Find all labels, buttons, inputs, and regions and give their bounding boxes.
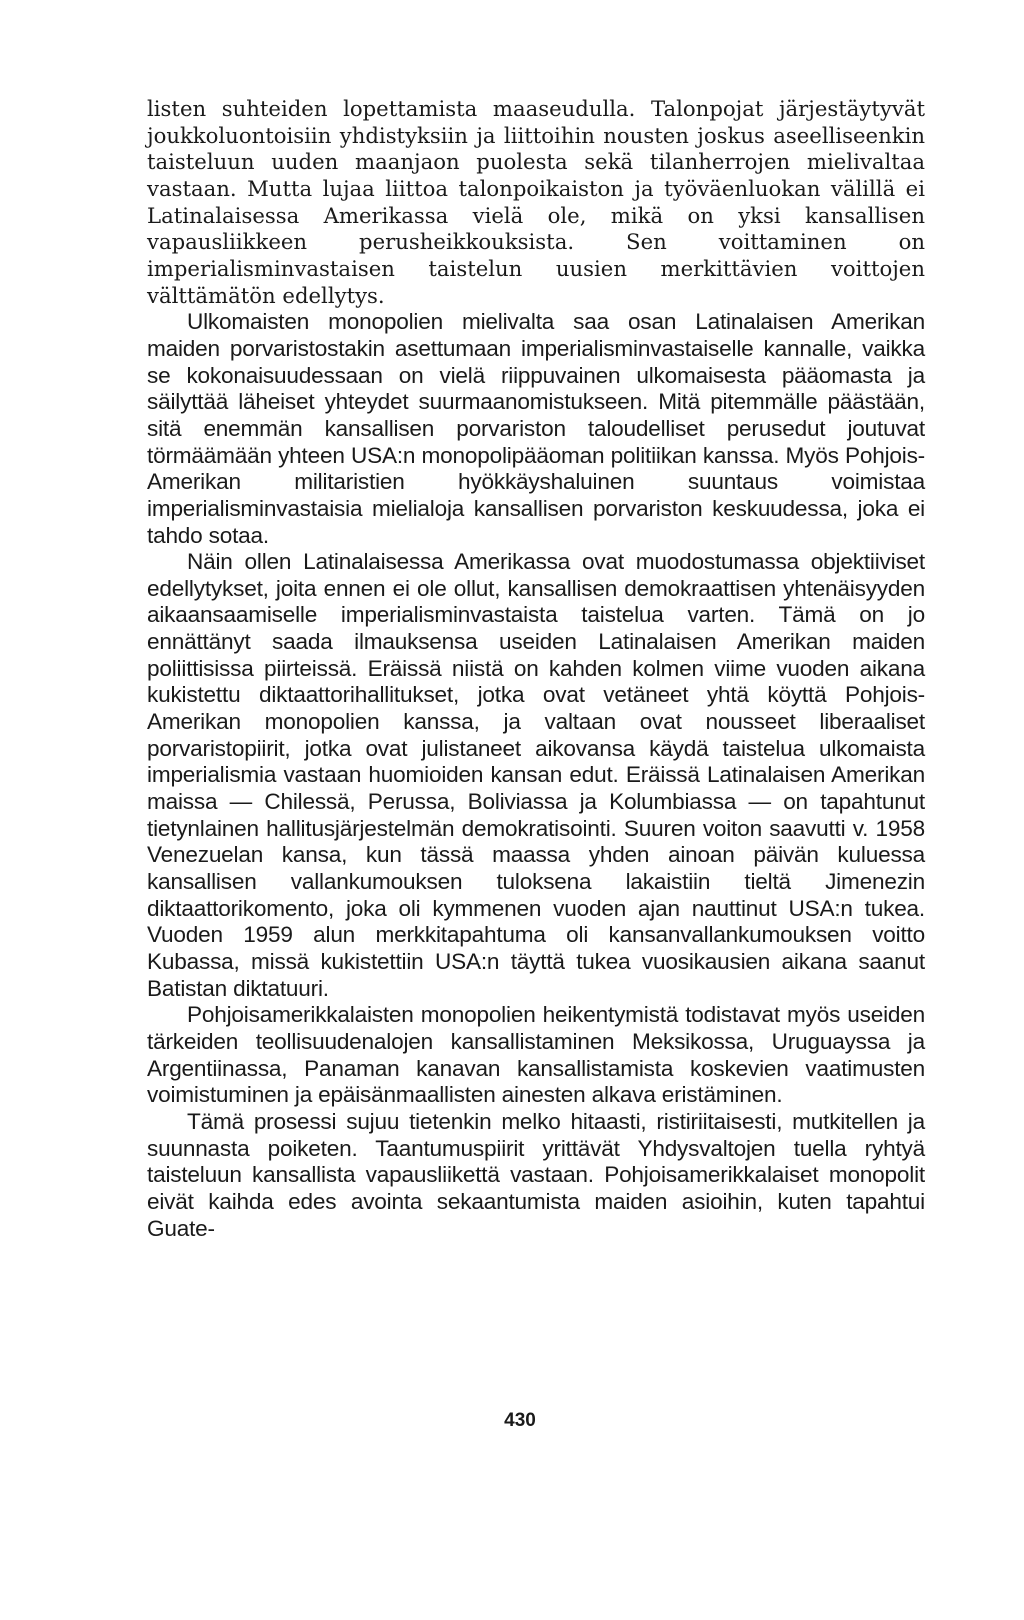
paragraph-3: Näin ollen Latinalaisessa Amerikassa ovat muodostumassa objektiiviset edellytykset, joita ennen ei ole ollut, kansallisen demokraattisen yhtenäisyyden aikaansaamiselle imperialisminvastaista taistelua varten. Tämä on jo ennättänyt saada ilmauksensa useiden Latinalaisen Amerikan maiden poliittisissa piirteissä. Eräissä niistä on kahden kolmen viime vuoden aikana kukistettu diktaattorihallitukset, jotka ovat vetäneet yhtä köyttä Pohjois-Amerikan monopolien kanssa, ja valtaan ovat nousseet liberaaliset porvaristopiirit, jotka ovat julistaneet aikovansa käydä taistelua ulkomaista imperialismia vastaan huomioiden kansan edut. Eräissä Latinalaisen Amerikan maissa — Chilessä, Perussa, Boliviassa ja Kolumbiassa — on tapahtunut tietynlainen hallitusjärjestelmän demokratisointi. Suuren voiton saavutti v. 1958 Venezuelan kansa, kun tässä maassa yhden ainoan päivän kuluessa kansallisen vallankumouksen tuloksena lakaistiin tieltä Jimenezin diktaattorikomento, joka oli kymmenen vuoden ajan nauttinut USA:n tukea. Vuoden 1959 alun merkkitapahtuma oli kansanvallankumouksen voitto Kubassa, missä kukistettiin USA:n täyttä tukea vuosikausien aikana saanut Batistan diktatuuri. [147,549,925,1001]
page-text [147,96,925,1242]
paragraph-2: Ulkomaisten monopolien mielivalta saa osan Latinalaisen Amerikan maiden porvaristostakin asettumaan imperialisminvastaiselle kannalle, vaikka se kokonaisuudessaan on vielä riippuvainen ulkomaisesta pääomasta ja säilyttää läheiset yhteydet suurmaanomistukseen. Mitä pitemmälle päästään, sitä enemmän kansallisen porvariston taloudelliset perusedut joutuvat törmäämään yhteen USA:n monopolipääoman politiikan kanssa. Myös Pohjois-Amerikan militaristien hyökkäyshaluinen suuntaus voimistaa imperialisminvastaisia mielialoja kansallisen porvariston keskuudessa, joka ei tahdo sotaa. [147,309,925,548]
paragraph-1: listen suhteiden lopettamista maaseudulla. Talonpojat järjestäytyvät joukkoluontoisiin yhdistyksiin ja liittoihin nousten joskus aseelliseenkin taisteluun uuden maanjaon puolesta sekä tilanherrojen mielivaltaa vastaan. Mutta lujaa liittoa talonpoikaiston ja työväenluokan välillä ei Latinalaisessa Amerikassa vielä ole, mikä on yksi kansallisen vapausliikkeen perusheikkouksista. Sen voittaminen on imperialisminvastaisen taistelun uusien merkittävien voittojen välttämätön edellytys. [147,96,925,308]
page-number: 430 [504,1410,536,1431]
paragraph-4: Pohjoisamerikkalaisten monopolien heikentymistä todistavat myös useiden tärkeiden teollisuudenalojen kansallistaminen Meksikossa, Uruguayssa ja Argentiinassa, Panaman kanavan kansallistamista koskevien vaatimusten voimistuminen ja epäisänmaallisten ainesten alkava eristäminen. [147,1002,925,1108]
paragraph-5: Tämä prosessi sujuu tietenkin melko hitaasti, ristiriitaisesti, mutkitellen ja suunnasta poiketen. Taantumuspiirit yrittävät Yhdysvaltojen tuella ryhtyä taisteluun kansallista vapausliikettä vastaan. Pohjoisamerikkalaiset monopolit eivät kaihda edes avointa sekaantumista maiden asioihin, kuten tapahtui Guate- [147,1108,925,1241]
